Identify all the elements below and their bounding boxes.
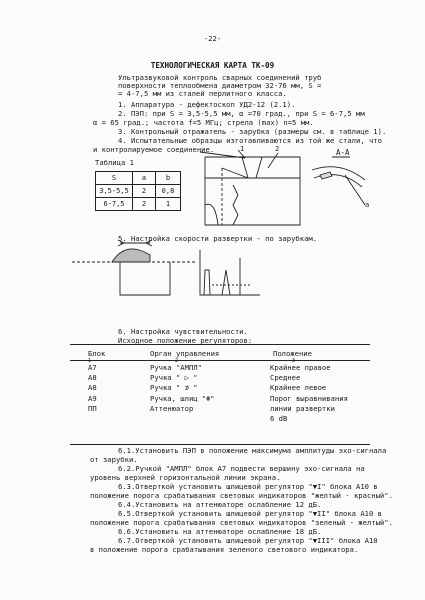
table-row: Ручка "АМПЛ" xyxy=(150,363,202,372)
table-row: Порог выравнивания xyxy=(270,393,348,403)
table-row: Крайнее левое xyxy=(270,383,327,393)
item-4-line-1: 4. Испытательные образцы изготавливаются из той же стали, что xyxy=(118,136,382,145)
item-2-line-2: α = 65 град.; частота f=5 МГц; стрела (max) n=5 мм. xyxy=(93,118,314,127)
table-row: А8 xyxy=(88,373,97,383)
item-5: 5. Настройка скорости развертки - по зарубкам. xyxy=(118,234,318,243)
table-2-colnum-3: 3 xyxy=(292,358,296,364)
item-3: 3. Контрольный отражатель - зарубка (размеры см. в таблице 1). xyxy=(118,127,387,136)
step-6-6: 6.6.Установить на аттенюаторе ослабление 18 дБ. xyxy=(118,527,322,536)
table-row: Ручка " ▷ " xyxy=(150,373,198,383)
subtitle-line-2: поверхности теплообмена диаметром 32-76 мм, S = xyxy=(118,81,322,90)
item-2-line-1: 2. ПЭП: при S = 3,5-5,5 мм, α =70 град., при S = 6-7,5 мм xyxy=(118,109,365,118)
step-6-4: 6.4.Установить на аттенюаторе ослабление 12 дБ. xyxy=(118,500,322,509)
table-cell: a xyxy=(133,172,156,185)
table-2-colnum-1: 1 xyxy=(88,358,92,364)
item-1: 1. Аппаратура - дефектоскоп УД2-12 (2.1). xyxy=(118,100,296,109)
subtitle-line-3: = 4-7,5 мм из сталей перлитного класса. xyxy=(118,89,287,98)
step-6-2-line-1: 6.2.Ручкой "АМПЛ" блок А7 подвести вершину эхо-сигнала на xyxy=(118,464,365,473)
doc-title: ТЕХНОЛОГИЧЕСКАЯ КАРТА ТК-09 xyxy=(150,61,275,70)
step-6-3-line-1: 6.3.Отверткой установить шлицевой регулятор "▼I" блока А10 в xyxy=(118,482,378,491)
step-6-3-line-2: положение порога срабатывания световых индикаторов "желтый - красный". xyxy=(90,491,393,500)
svg-text:1: 1 xyxy=(240,145,245,153)
step-6-1-line-2: от зарубки. xyxy=(90,455,138,464)
table-row: Среднее xyxy=(270,373,301,383)
table-row: ПП xyxy=(88,403,97,413)
step-6-5-line-2: положение порога срабатывания световых индикаторов "зеленый - желтый". xyxy=(90,518,393,527)
table-2-header-rule xyxy=(70,360,370,361)
table-cell: 2 xyxy=(133,198,156,211)
item-6-subtitle: Исходное положение регуляторов: xyxy=(118,336,253,345)
table-1-caption: Таблица 1 xyxy=(95,158,134,167)
table-cell: b xyxy=(156,172,181,185)
step-6-5-line-1: 6.5.Отверткой установить шлицевой регулятор "▼II" блока А10 в xyxy=(118,509,382,518)
table-cell: 3,5-5,5 xyxy=(96,185,133,198)
table-cell: 6-7,5 xyxy=(96,198,133,211)
step-6-7-line-2: в положение порога срабатывания зеленого светового индикатора. xyxy=(90,545,359,554)
step-6-7-line-1: 6.7.Отверткой установить шлицевой регулятор "▼III" блока А10 xyxy=(118,536,378,545)
table-row: 6 dB xyxy=(270,414,288,424)
table-cell: 0,8 xyxy=(156,185,181,198)
table-row: Крайнее правое xyxy=(270,363,331,372)
table-row: А9 xyxy=(88,393,97,403)
table-2-header-block: Блок xyxy=(88,349,106,358)
table-row: Ручка " ⊅ " xyxy=(150,383,198,393)
table-2-header-position: Положение xyxy=(273,349,312,358)
table-row: А8 xyxy=(88,383,97,393)
item-4-line-2: и контролируемое соединение. xyxy=(93,145,215,154)
subtitle-line-1: Ультразвуковой контроль сварных соединений труб xyxy=(118,73,322,82)
item-6-title: 6. Настройка чувствительности. xyxy=(118,327,248,336)
svg-text:2: 2 xyxy=(275,145,280,153)
table-2-col-position xyxy=(270,363,348,424)
table-2-bottom-rule xyxy=(70,444,370,445)
page-number: -22- xyxy=(203,34,222,43)
table-row: А7 xyxy=(88,363,97,372)
table-row: линии развертки xyxy=(270,403,335,413)
table-cell: S xyxy=(96,172,133,185)
table-2-col-block xyxy=(88,363,97,414)
table-cell: 1 xyxy=(156,198,181,211)
table-2-header-organ: Орган управления xyxy=(150,349,220,358)
step-6-1-line-1: 6.1.Установить ПЭП в положение максимума амплитуды эхо-сигнала xyxy=(118,446,387,455)
table-row: Ручка, шлиц "⩩" xyxy=(150,393,215,403)
step-6-2-line-2: уровень верхней горизонтальной линии экрана. xyxy=(90,473,281,482)
table-2-col-organ xyxy=(150,363,214,414)
table-2-top-rule xyxy=(70,344,370,345)
table-row: Аттенюатор xyxy=(150,403,194,413)
table-cell: 2 xyxy=(133,185,156,198)
svg-text:a: a xyxy=(365,201,370,209)
table-2-colnum-2: 2 xyxy=(175,358,179,364)
svg-text:A-A: A-A xyxy=(336,148,350,157)
